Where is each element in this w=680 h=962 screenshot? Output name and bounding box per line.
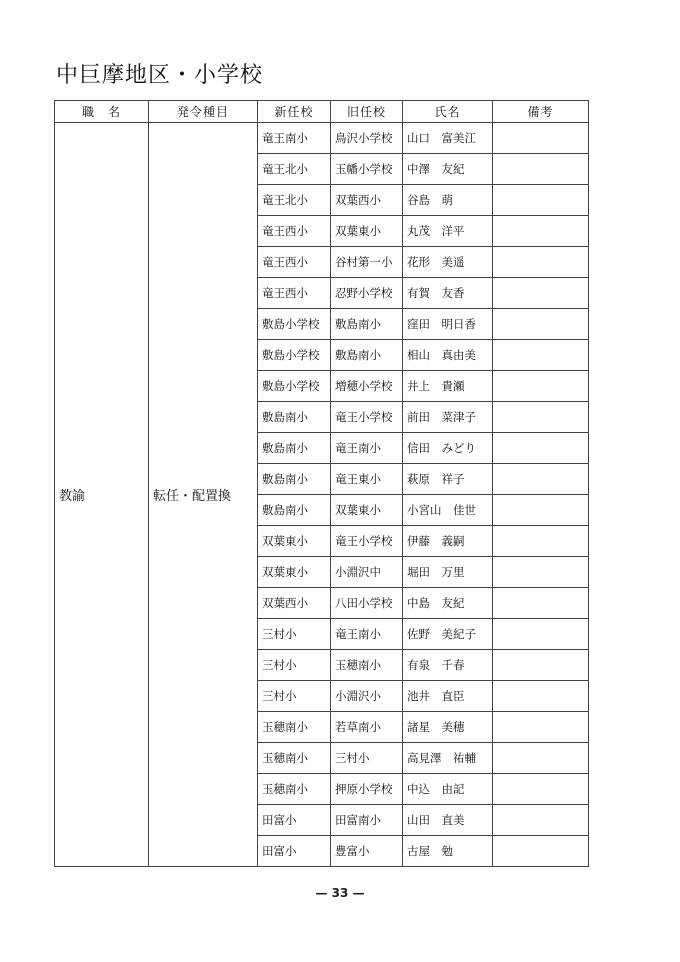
new-school-cell: 敷島小学校 [258, 309, 331, 340]
teacher-name-cell: 中澤 友紀 [403, 154, 493, 185]
new-school-cell: 敷島小学校 [258, 340, 331, 371]
old-school-cell: 竜王南小 [331, 433, 403, 464]
old-school-cell: 忍野小学校 [331, 278, 403, 309]
notes-cell [493, 123, 589, 154]
new-school-cell: 敷島南小 [258, 402, 331, 433]
teacher-name-cell: 谷島 萌 [403, 185, 493, 216]
new-school-cell: 竜王北小 [258, 185, 331, 216]
teacher-name-cell: 池井 直臣 [403, 681, 493, 712]
notes-cell [493, 185, 589, 216]
old-school-cell: 小淵沢中 [331, 557, 403, 588]
teacher-name-cell: 高見澤 祐輔 [403, 743, 493, 774]
new-school-cell: 双葉西小 [258, 588, 331, 619]
notes-cell [493, 216, 589, 247]
table-body [55, 123, 589, 867]
notes-cell [493, 526, 589, 557]
old-school-cell: 若草南小 [331, 712, 403, 743]
header-notes: 備考 [493, 101, 589, 123]
old-school-cell: 敷島南小 [331, 340, 403, 371]
new-school-cell: 田富小 [258, 805, 331, 836]
teacher-name-cell: 有賀 友香 [403, 278, 493, 309]
new-school-cell: 三村小 [258, 619, 331, 650]
new-school-cell: 敷島南小 [258, 433, 331, 464]
teacher-name-cell: 丸茂 洋平 [403, 216, 493, 247]
notes-cell [493, 278, 589, 309]
old-school-cell: 鳥沢小学校 [331, 123, 403, 154]
notes-cell [493, 805, 589, 836]
old-school-cell: 田富南小 [331, 805, 403, 836]
teacher-name-cell: 信田 みどり [403, 433, 493, 464]
teacher-name-cell: 佐野 美紀子 [403, 619, 493, 650]
old-school-cell: 玉幡小学校 [331, 154, 403, 185]
notes-cell [493, 247, 589, 278]
header-name: 氏名 [403, 101, 493, 123]
teacher-name-cell: 中島 友紀 [403, 588, 493, 619]
teacher-name-cell: 山田 直美 [403, 805, 493, 836]
notes-cell [493, 464, 589, 495]
header-old-school: 旧任校 [331, 101, 403, 123]
teacher-name-cell: 前田 菜津子 [403, 402, 493, 433]
page-number: — 33 — [315, 886, 365, 900]
notes-cell [493, 774, 589, 805]
old-school-cell: 敷島南小 [331, 309, 403, 340]
new-school-cell: 三村小 [258, 650, 331, 681]
teacher-name-cell: 花形 美遥 [403, 247, 493, 278]
new-school-cell: 竜王西小 [258, 216, 331, 247]
old-school-cell: 三村小 [331, 743, 403, 774]
table-row [55, 123, 589, 154]
notes-cell [493, 650, 589, 681]
header-kind: 発令種目 [149, 101, 258, 123]
new-school-cell: 三村小 [258, 681, 331, 712]
old-school-cell: 竜王東小 [331, 464, 403, 495]
teacher-name-cell: 諸星 美穂 [403, 712, 493, 743]
old-school-cell: 竜王小学校 [331, 526, 403, 557]
teacher-name-cell: 中込 由記 [403, 774, 493, 805]
notes-cell [493, 681, 589, 712]
old-school-cell: 谷村第一小 [331, 247, 403, 278]
old-school-cell: 八田小学校 [331, 588, 403, 619]
new-school-cell: 竜王西小 [258, 278, 331, 309]
old-school-cell: 双葉東小 [331, 495, 403, 526]
old-school-cell: 竜王小学校 [331, 402, 403, 433]
notes-cell [493, 619, 589, 650]
teacher-name-cell: 古屋 勉 [403, 836, 493, 867]
notes-cell [493, 371, 589, 402]
teacher-name-cell: 山口 富美江 [403, 123, 493, 154]
old-school-cell: 押原小学校 [331, 774, 403, 805]
old-school-cell: 小淵沢小 [331, 681, 403, 712]
new-school-cell: 敷島小学校 [258, 371, 331, 402]
new-school-cell: 田富小 [258, 836, 331, 867]
notes-cell [493, 154, 589, 185]
notes-cell [493, 340, 589, 371]
new-school-cell: 玉穂南小 [258, 712, 331, 743]
old-school-cell: 豊富小 [331, 836, 403, 867]
table-header-row [55, 101, 589, 123]
new-school-cell: 竜王南小 [258, 123, 331, 154]
new-school-cell: 玉穂南小 [258, 774, 331, 805]
notes-cell [493, 836, 589, 867]
new-school-cell: 竜王北小 [258, 154, 331, 185]
notes-cell [493, 433, 589, 464]
notes-cell [493, 557, 589, 588]
notes-cell [493, 712, 589, 743]
assignment-type-cell: 転任・配置換 [149, 123, 258, 867]
old-school-cell: 双葉東小 [331, 216, 403, 247]
teacher-name-cell: 萩原 祥子 [403, 464, 493, 495]
new-school-cell: 敷島南小 [258, 464, 331, 495]
notes-cell [493, 743, 589, 774]
notes-cell [493, 495, 589, 526]
teacher-name-cell: 相山 真由美 [403, 340, 493, 371]
header-new-school: 新任校 [258, 101, 331, 123]
notes-cell [493, 588, 589, 619]
old-school-cell: 竜王南小 [331, 619, 403, 650]
page-title: 中巨摩地区・小学校 [56, 63, 264, 88]
new-school-cell: 竜王西小 [258, 247, 331, 278]
old-school-cell: 増穂小学校 [331, 371, 403, 402]
old-school-cell: 双葉西小 [331, 185, 403, 216]
header-role: 職 名 [55, 101, 149, 123]
new-school-cell: 敷島南小 [258, 495, 331, 526]
teacher-name-cell: 有泉 千春 [403, 650, 493, 681]
new-school-cell: 双葉東小 [258, 526, 331, 557]
old-school-cell: 玉穂南小 [331, 650, 403, 681]
teacher-name-cell: 小宮山 佳世 [403, 495, 493, 526]
personnel-table [54, 100, 589, 867]
teacher-name-cell: 伊藤 義嗣 [403, 526, 493, 557]
new-school-cell: 玉穂南小 [258, 743, 331, 774]
notes-cell [493, 402, 589, 433]
teacher-name-cell: 窪田 明日香 [403, 309, 493, 340]
notes-cell [493, 309, 589, 340]
teacher-name-cell: 堀田 万里 [403, 557, 493, 588]
teacher-name-cell: 井上 貴瀬 [403, 371, 493, 402]
role-cell: 教諭 [55, 123, 149, 867]
new-school-cell: 双葉東小 [258, 557, 331, 588]
